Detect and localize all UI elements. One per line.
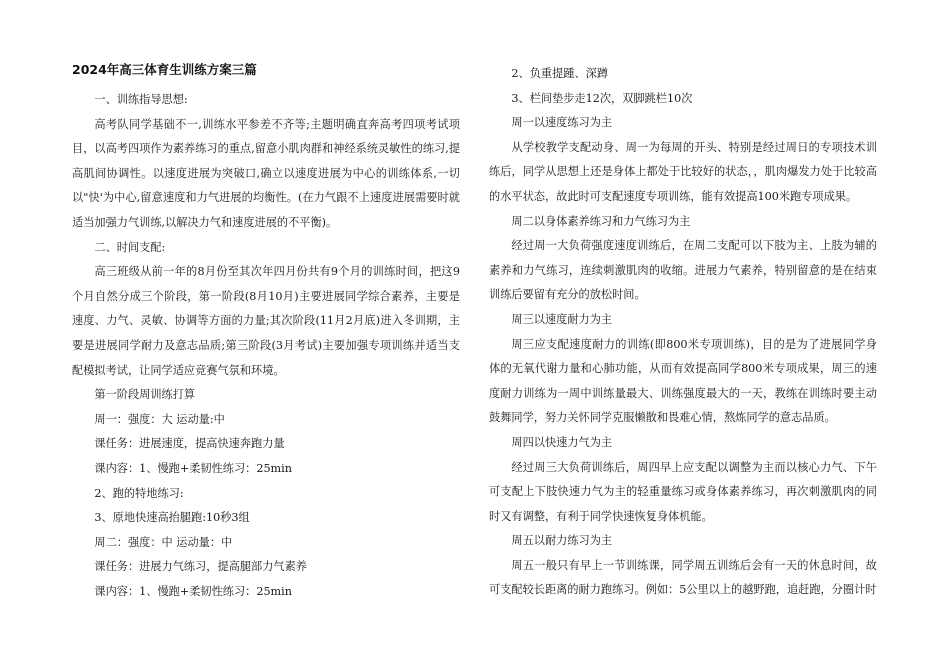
text-line: 周三以速度耐力为主	[511, 312, 613, 326]
text-line: 二、时间支配:	[94, 240, 166, 254]
document-title: 2024年高三体育生训练方案三篇	[72, 62, 257, 77]
body-paragraph: 经过周三大负荷训练后，周四早上应支配以调整为主而以核心力气、下午可支配上下肢快速力气为主的轻重量练习或身体素养练习，再次刺激肌肉的同时又有调整，有利于同学快速恢复身体机能。	[489, 460, 877, 523]
text-line: 3、原地快速高抬腿跑:10秒3组	[94, 511, 250, 525]
text-line: 课内容：1、慢跑+柔韧性练习：25min	[94, 461, 292, 475]
text-line: 课任务：进展速度，提高快速奔跑力量	[94, 437, 285, 451]
text-line: 课内容：1、慢跑+柔韧性练习：25min	[94, 584, 292, 598]
text-line: 周二：强度：中 运动量：中	[94, 535, 233, 549]
left-column	[72, 62, 460, 604]
text-line: 周一：强度：大 运动量:中	[94, 412, 225, 426]
text-line: 第一阶段周训练打算	[94, 388, 196, 402]
body-paragraph: 经过周一大负荷强度速度训练后，在周二支配可以下肢为主、上肢为辅的素养和力气练习，连续刺激肌肉的收缩。进展力气素养，特别留意的是在结束训练后要留有充分的放松时间。	[489, 239, 877, 302]
body-paragraph: 从学校教学支配动身、周一为每周的开头、特别是经过周日的专项技术训练后，同学从思想上还是身体上都处于比较好的状态，，肌肉爆发力处于比较高的水平状态，故此时可支配速度专项训练，能有效提高100米跑专项成果。	[489, 140, 877, 203]
text-line: 周五以耐力练习为主	[511, 534, 613, 548]
text-line: 周二以身体素养练习和力气练习为主	[511, 214, 691, 228]
right-column	[489, 62, 877, 603]
text-line: 3、栏间垫步走12次，双脚跳栏10次	[511, 91, 693, 105]
text-line: 课任务：进展力气练习，提高腿部力气素养	[94, 560, 307, 574]
body-paragraph: 周五一般只有早上一节训练课，同学周五训练后会有一天的休息时间，故可支配较长距离的耐力跑练习。例如：5公里以上的越野跑，追赶跑，分圈计时	[489, 558, 877, 597]
body-paragraph: 高三班级从前一年的8月份至其次年四月份共有9个月的训练时间，把这9个月自然分成三个阶段，第一阶段(8月10月)主要进展同学综合素养，主要是速度、力气、灵敏、协调等方面的力量;其次阶段(11月2月底)进入冬训期，主要是进展同学耐力及意志品质;第三阶段(3月考试)主要加强专项训练并适当支配模拟考试，让同学适应竞赛气氛和环境。	[72, 265, 460, 377]
text-line: 2、负重提踵、深蹲	[511, 67, 609, 80]
body-paragraph: 周三应支配速度耐力的训练(即800米专项训练)，目的是为了进展同学身体的无氧代谢力量和心肺功能，从而有效提高同学800米专项成果，周三的速度耐力训练为一周中训练量最大、训练强度最大的一天，教练在训练时要主动鼓舞同学，努力关怀同学克服懒散和畏难心情，熬炼同学的意志品质。	[489, 337, 877, 425]
text-line: 2、跑的特地练习:	[94, 486, 184, 500]
text-line: 周一以速度练习为主	[511, 116, 613, 130]
text-line: 一、训练指导思想:	[94, 93, 188, 106]
text-line: 周四以快速力气为主	[511, 435, 613, 449]
body-paragraph: 高考队同学基础不一,训练水平参差不齐等;主题明确直奔高考四项考试项目，以高考四项作为素养练习的重点,留意小肌肉群和神经系统灵敏性的练习,提高肌间协调性。以速度进展为突破口,确立以速度进展为中心的训练体系,一切以"快'为中心,留意速度和力气进展的均衡性。(在力气跟不上速度进展需要时就适当加强力气训练,以解决力气和速度进展的不平衡)。	[72, 117, 460, 229]
